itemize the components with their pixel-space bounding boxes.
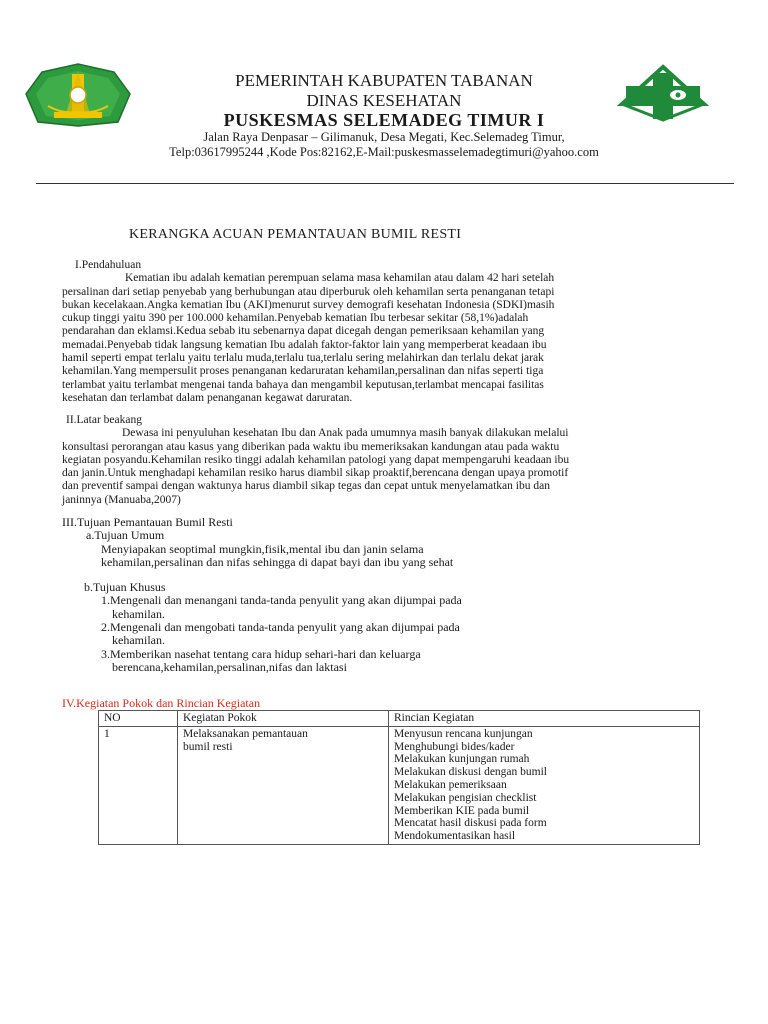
table-header-cell: Rincian Kegiatan [389,711,700,727]
document-title: KERANGKA ACUAN PEMANTAUAN BUMIL RESTI [129,227,462,242]
list-item-continuation: kehamilan. [112,633,165,648]
table-header-cell: Kegiatan Pokok [178,711,389,727]
paragraph-line: dan preventif sampai dengan waktunya harus diambil sikap tegas dan cepat untuk menyelamatkan ibu dan [62,480,550,493]
paragraph-line: persalinan dari setiap penyebab yang berhubungan atau diperburuk oleh kehamilan serta penanganan tetapi [62,285,555,298]
table-cell-rincian [389,726,700,844]
cell-line: Melakukan kunjungan rumah [394,753,530,766]
table-cell-pokok [178,726,389,844]
list-item-continuation: kehamilan. [112,606,165,621]
header-line-3: PUSKESMAS SELEMADEG TIMUR I [223,110,545,130]
section-pendahuluan [62,259,554,405]
paragraph-line: dan janin.Untuk menghadapi kehamilan resiko harus diambil sikap proaktif,berencana dengan upaya promotif [62,467,569,480]
header-contact: Telp:03617995244 ,Kode Pos:82162,E-Mail:puskesmasselemadegtimuri@yahoo.com [169,145,599,159]
paragraph-line: janinnya (Manuaba,2007) [62,493,181,506]
header-address: Jalan Raya Denpasar – Gilimanuk, Desa Megati, Kec.Selemadeg Timur, [203,130,565,144]
paragraph-line: terlambat yaitu terlambat mengenai tanda bahaya dan mengambil keputusan,terlambat mencapai fasilitas [62,378,544,391]
section-heading-kegiatan: IV.Kegiatan Pokok dan Rincian Kegiatan [62,696,261,710]
paragraph-line: memadai.Penyebab tidak langsung kematian Ibu adalah faktor-faktor lain yang memperberat keadaan ibu [62,338,547,351]
paragraph-line: Kematian ibu adalah kematian perempuan selama masa kehamilan atau dalam 42 hari setelah [125,272,555,285]
paragraph-line: konsultasi perorangan atau kasus yang diberikan pada waktu ibu memeriksakan kandungan atau pada waktu [62,440,560,453]
paragraph-line: kehamilan.Yang mempersulit proses penanganan kedaruratan kehamilan,persalinan dan nifas seperti tiga [62,365,544,378]
section-heading: III.Tujuan Pemantauan Bumil Resti [62,515,233,529]
paragraph-line: Menyiapakan seoptimal mungkin,fisik,mental ibu dan janin selama [101,541,424,556]
subsection-label: b.Tujuan Khusus [84,580,166,595]
cell-line: Menghubungi bides/kader [394,740,515,753]
subsection-label: a.Tujuan Umum [86,528,165,543]
table-header-cell: NO [99,711,178,727]
paragraph-line: kegiatan posyandu.Kehamilan resiko tinggi adalah kehamilan patologi yang dapat mempengaruhi keadaan ibu [62,453,570,466]
section-tujuan [62,516,462,674]
section-heading: II.Latar beakang [66,414,142,426]
header-line-1: PEMERINTAH KABUPATEN TABANAN [235,71,533,90]
paragraph-line: hamil seperti empat terlalu yaitu terlalu muda,terlalu tua,terlalu sering melahirkan dan terlalu dekat jarak [62,352,544,365]
cell-line: Menyusun rencana kunjungan [394,727,533,740]
paragraph-line: pendarahan dan eklamsi.Kedua sebab itu sebenarnya dapat dicegah dengan pemeriksaan kehamilan yang [62,325,545,338]
list-item: 1.Mengenali dan menangani tanda-tanda penyulit yang akan dijumpai pada [101,593,462,608]
cell-line: Mencatat hasil diskusi pada form [394,817,547,830]
paragraph-line: bukan kecelakaan.Angka kematian Ibu (AKI)menurut survey demografi kesehatan Indonesia (SDKI)masih [62,298,555,311]
list-item: 2.Mengenali dan mengobati tanda-tanda penyulit yang akan dijumpai pada [101,620,460,635]
cell-line: Melakukan pemeriksaan [394,778,507,791]
section-heading: I.Pendahuluan [75,259,142,271]
paragraph-line: Dewasa ini penyuluhan kesehatan Ibu dan Anak pada umumnya masih banyak dilakukan melalui [122,427,569,440]
paragraph-line: kehamilan,persalinan dan nifas sehingga di dapat bayi dan ibu yang sehat [101,554,454,569]
cell-line: Mendokumentasikan hasil [394,830,516,843]
header-divider [36,183,734,184]
header-line-2: DINAS KESEHATAN [306,91,462,110]
cell-line: Memberikan KIE pada bumil [394,804,530,817]
section-latar-belakang [62,414,569,507]
list-item: 3.Memberikan nasehat tentang cara hidup sehari-hari dan keluarga [101,646,421,661]
cell-line: Melakukan diskusi dengan bumil [394,766,547,779]
paragraph-line: kesehatan dan terlambat dalam penanganan kegawat daruratan. [62,391,353,404]
table-cell-no: 1 [99,726,178,844]
cell-line: bumil resti [183,740,233,753]
table-row [99,726,700,844]
cell-line: Melakukan pengisian checklist [394,791,537,804]
activity-table [98,710,700,845]
list-item-continuation: berencana,kehamilan,persalinan,nifas dan laktasi [112,659,347,674]
cell-line: Melaksanakan pemantauan [183,727,308,740]
table-header-row [99,711,700,727]
paragraph-line: cukup tinggi yaitu 390 per 100.000 kehamilan.Penyebab kematian Ibu terbesar sekitar (58,1%)adalah [62,312,529,325]
